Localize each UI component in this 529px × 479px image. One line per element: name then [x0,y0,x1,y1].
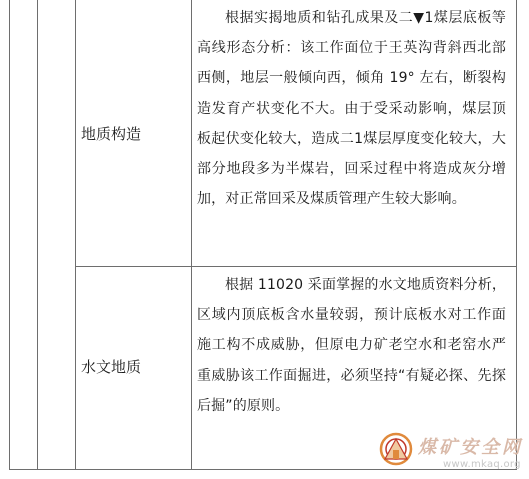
table-border-right [516,0,517,470]
watermark-logo-icon [379,432,413,468]
row-content-geologic-structure: 根据实揭地质和钻孔成果及二▼1煤层底板等高线形态分析：该工作面位于王英沟背斜西北部西侧，地层一般倾向西，倾角 19° 左右，断裂构造发育产状变化不大。由于受采动影响，煤层顶板起伏变化较大，造成二1煤层厚度变化较大，大部分地段多为半煤岩，回采过程中将造成灰分增加，对正常回采及煤质管理产生较大影响。 [197,10,506,208]
table-border-left [9,0,10,470]
row-label-geologic-structure: 地质构造 [81,125,142,143]
table-column-divider-2 [75,0,76,470]
table-column-divider-1 [37,0,38,470]
watermark-url: www.mkaq.org [443,459,521,470]
table-border-bottom [9,469,517,470]
table-row-divider [75,266,517,267]
row-content-hydrogeology: 根据 11020 采面掌握的水文地质资料分析，区域内顶底板含水量较弱，预计底板水对工作面施工构不成威胁，但原电力矿老空水和老窑水严重威胁该工作面掘进，必须坚持“有疑必探、先探后掘”的原则。 [197,277,506,414]
watermark-title: 煤矿安全网 [418,437,523,458]
row-label-hydrogeology: 水文地质 [81,358,142,376]
table-column-divider-3 [191,0,192,470]
